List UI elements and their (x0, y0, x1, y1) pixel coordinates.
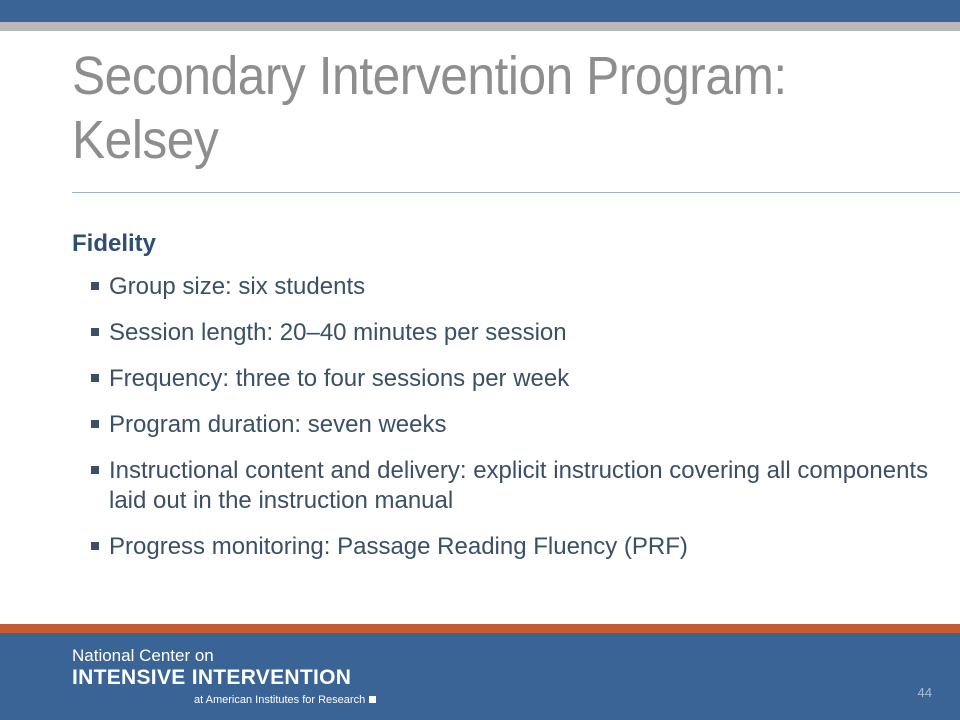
bullet-text: Program duration: seven weeks (109, 411, 447, 438)
square-bullet-icon (91, 420, 99, 428)
page-number: 44 (917, 685, 932, 700)
logo-line-2: INTENSIVE INTERVENTION (72, 666, 352, 689)
bullet-item (72, 318, 942, 348)
square-icon (369, 696, 376, 703)
section-heading: Fidelity (72, 230, 157, 257)
slide-content (72, 228, 942, 578)
bullet-item (72, 532, 942, 562)
bullet-item (72, 272, 942, 302)
logo-line-3 (72, 690, 376, 710)
bullet-item (72, 410, 942, 440)
logo-line-1: National Center on (72, 646, 214, 665)
square-bullet-icon (91, 542, 99, 550)
footer-band (0, 633, 960, 720)
slide-title-line-1: Secondary Intervention Program: (72, 46, 787, 106)
bullet-text: Frequency: three to four sessions per week (109, 365, 570, 392)
bullet-list (72, 272, 942, 562)
slide-title (72, 44, 863, 172)
square-bullet-icon (91, 328, 99, 336)
slide-title-line-2: Kelsey (72, 110, 219, 170)
logo-line-3-text: at American Institutes for Research (194, 694, 366, 706)
bullet-item (72, 456, 942, 516)
ncii-logo (72, 646, 376, 710)
top-rule (0, 22, 960, 31)
square-bullet-icon (91, 282, 99, 290)
bullet-text: Progress monitoring: Passage Reading Fluency (PRF) (109, 533, 688, 560)
square-bullet-icon (91, 466, 99, 474)
bullet-text: Instructional content and delivery: explicit instruction covering all components laid out in the instruction manual (109, 457, 929, 514)
top-band (0, 0, 960, 22)
square-bullet-icon (91, 374, 99, 382)
footer-accent-rule (0, 624, 960, 633)
title-divider (72, 192, 960, 193)
bullet-text: Session length: 20–40 minutes per session (109, 319, 567, 346)
bullet-item (72, 364, 942, 394)
bullet-text: Group size: six students (109, 273, 366, 300)
